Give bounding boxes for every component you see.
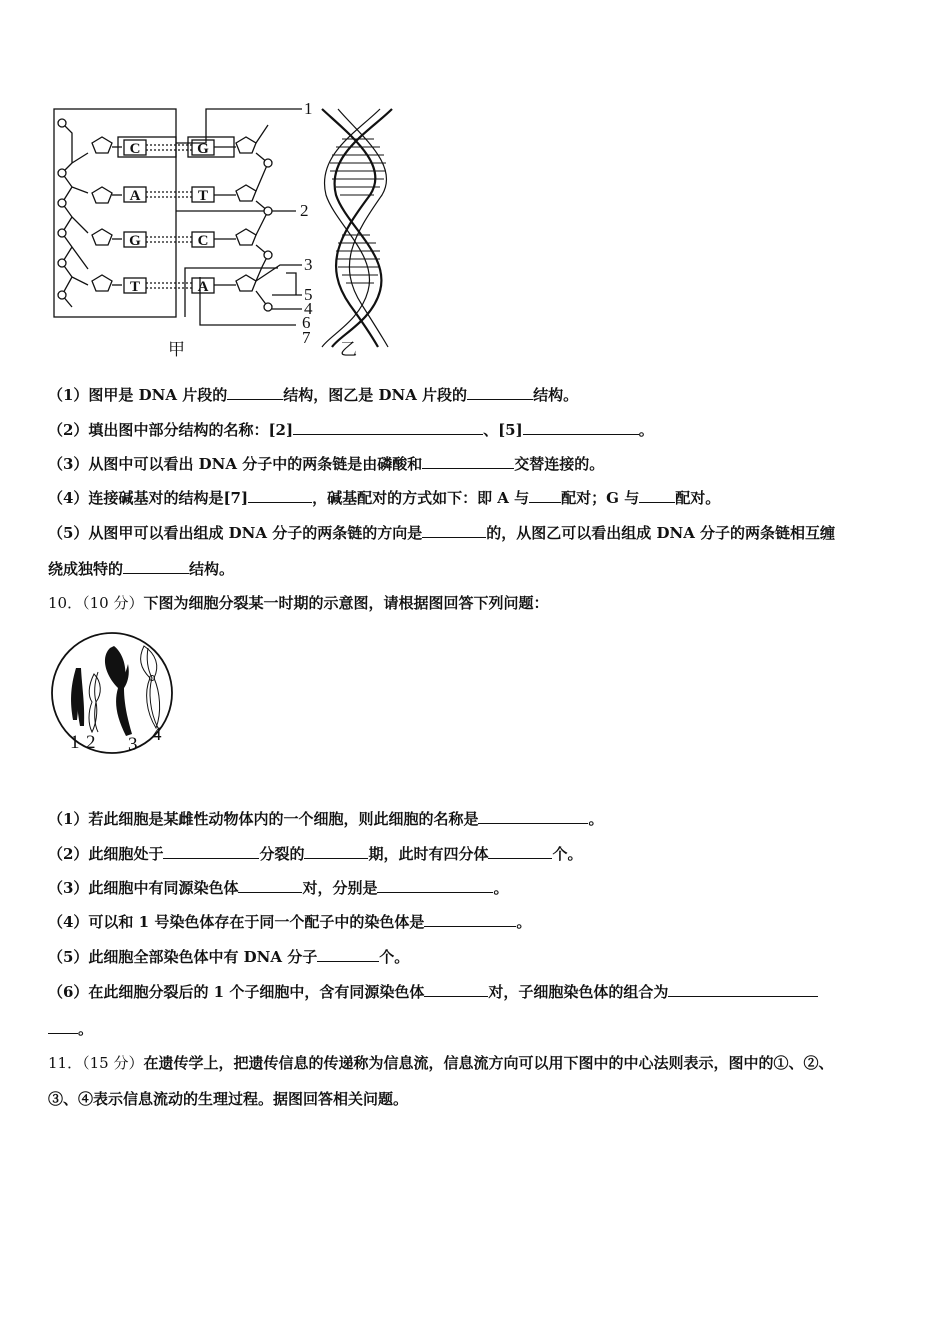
- left-base-1: C: [129, 141, 141, 157]
- q10-part-6-cont: 。: [48, 1018, 910, 1040]
- label-7: 7: [302, 328, 311, 347]
- left-base-3: G: [129, 233, 141, 249]
- q9-part-5: （5）从图甲可以看出组成 DNA 分子的两条链的方向是 的，从图乙可以看出组成 DNA 分子的两条链相互缠: [48, 524, 836, 542]
- left-base-2: A: [129, 188, 141, 204]
- q11-stem-cont: ③、④表示信息流动的生理过程。据图回答相关问题。: [48, 1090, 409, 1108]
- q9-part-4: （4）连接碱基对的结构是[7] ，碱基配对的方式如下：即 A 与 配对；G 与 配对。: [48, 489, 721, 507]
- q10-stem: 10．（10 分）下图为细胞分裂某一时期的示意图，请根据图回答下列问题：: [48, 594, 549, 612]
- answer-blank[interactable]: [467, 385, 533, 400]
- answer-blank[interactable]: [238, 878, 302, 893]
- q9-part-1: （1）图甲是 DNA 片段的 结构，图乙是 DNA 片段的 结构。: [48, 386, 579, 404]
- q10-part-1: （1）若此细胞是某雌性动物体内的一个细胞，则此细胞的名称是 。: [48, 810, 604, 828]
- q10-part-4: （4）可以和 1 号染色体存在于同一个配子中的染色体是 。: [48, 913, 532, 931]
- answer-blank[interactable]: [163, 844, 259, 859]
- cell-label-1: 1: [70, 732, 80, 753]
- answer-blank[interactable]: [377, 878, 493, 893]
- dna-structure-figure: [40, 95, 410, 365]
- cell-label-4: 4: [152, 724, 162, 745]
- caption-yi: 乙: [340, 340, 357, 359]
- label-2: 2: [300, 201, 309, 220]
- answer-blank[interactable]: [422, 454, 514, 469]
- q9-part-2: （2）填出图中部分结构的名称：[2] 、[5] 。: [48, 421, 654, 439]
- answer-blank[interactable]: [248, 488, 312, 503]
- chromosome-2: [89, 674, 100, 732]
- right-base-2: T: [197, 188, 209, 204]
- caption-jia: 甲: [168, 340, 185, 359]
- q10-part-2: （2）此细胞处于 分裂的 期，此时有四分体 个。: [48, 845, 583, 863]
- answer-blank[interactable]: [317, 947, 379, 962]
- q9-part-5-cont: 绕成独特的 结构。: [48, 560, 235, 578]
- answer-blank[interactable]: [668, 982, 818, 997]
- label-6: 6: [302, 313, 311, 332]
- answer-blank[interactable]: [529, 488, 561, 503]
- q9-part-3: （3）从图中可以看出 DNA 分子中的两条链是由磷酸和 交替连接的。: [48, 455, 605, 473]
- right-base-1: G: [197, 141, 209, 157]
- q10-part-3: （3）此细胞中有同源染色体 对，分别是 。: [48, 879, 509, 897]
- right-base-3: C: [197, 233, 209, 249]
- q10-part-5: （5）此细胞全部染色体中有 DNA 分子 个。: [48, 948, 410, 966]
- answer-blank[interactable]: [123, 559, 189, 574]
- cell-label-3: 3: [128, 734, 138, 755]
- answer-blank[interactable]: [424, 982, 488, 997]
- answer-blank[interactable]: [424, 912, 516, 927]
- chromosome-3: [105, 646, 132, 736]
- answer-blank[interactable]: [478, 809, 588, 824]
- label-5: 5: [304, 285, 313, 304]
- label-4: 4: [304, 299, 313, 318]
- right-base-4: A: [197, 279, 209, 295]
- q10-part-6: （6）在此细胞分裂后的 1 个子细胞中，含有同源染色体 对，子细胞染色体的组合为: [48, 981, 910, 1003]
- answer-blank[interactable]: [639, 488, 675, 503]
- answer-blank[interactable]: [48, 1019, 78, 1034]
- answer-blank[interactable]: [227, 385, 283, 400]
- label-3: 3: [304, 255, 313, 274]
- cell-label-2: 2: [86, 732, 96, 753]
- answer-blank[interactable]: [523, 420, 639, 435]
- left-base-4: T: [129, 279, 141, 295]
- answer-blank[interactable]: [422, 523, 486, 538]
- q11-stem: 11．（15 分）在遗传学上，把遗传信息的传递称为信息流，信息流方向可以用下图中的中心法则表示，图中的①、②、: [48, 1054, 834, 1072]
- answer-blank[interactable]: [293, 420, 483, 435]
- answer-blank[interactable]: [488, 844, 552, 859]
- label-1-leader: [176, 109, 302, 143]
- cell-division-figure: [48, 628, 178, 758]
- label-1: 1: [304, 99, 313, 118]
- answer-blank[interactable]: [304, 844, 368, 859]
